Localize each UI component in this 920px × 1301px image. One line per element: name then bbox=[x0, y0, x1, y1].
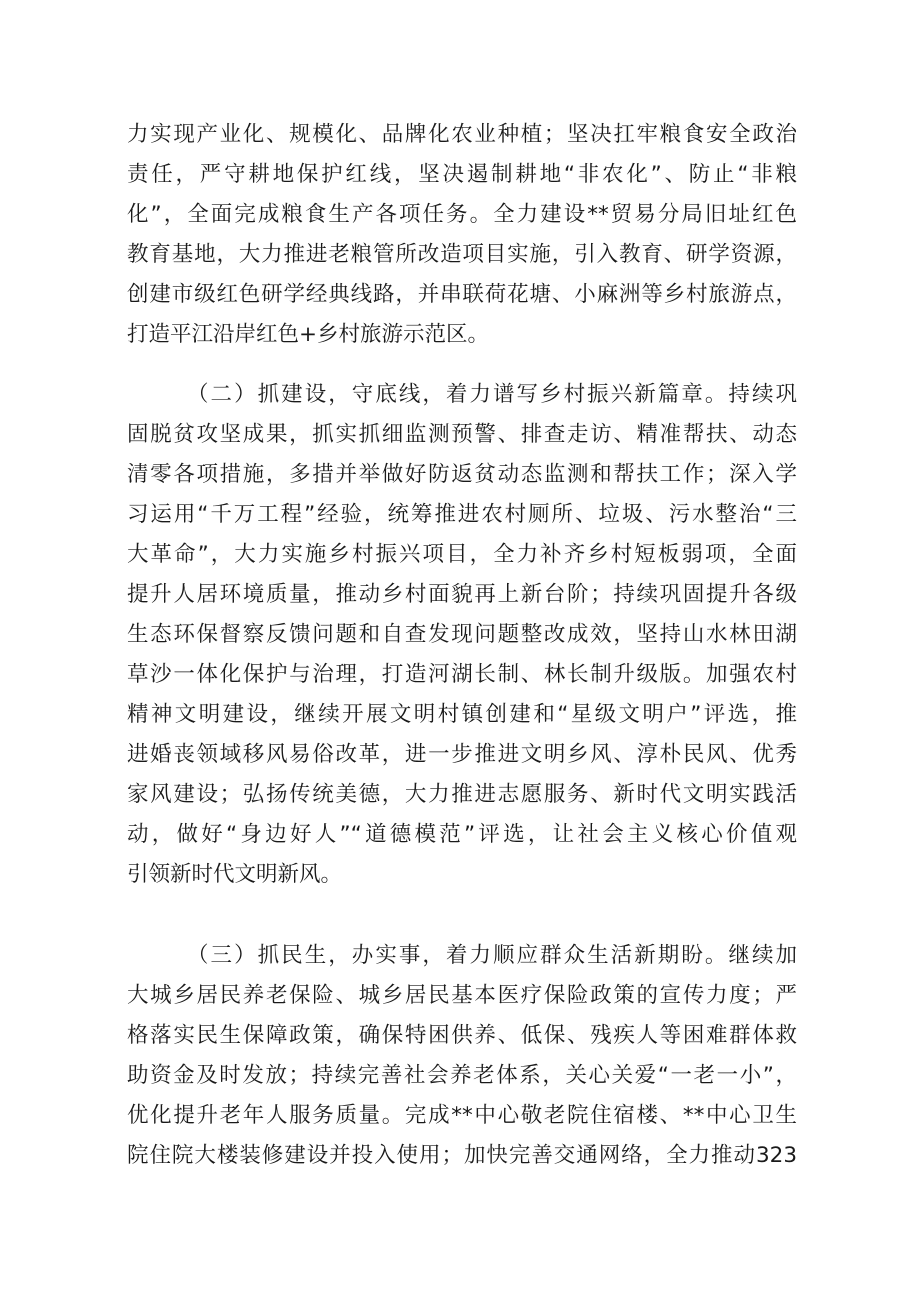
text-line: 力实现产业化、规模化、品牌化农业种植；坚决扛牢粮食安全政治 bbox=[127, 122, 797, 147]
text-line: 清零各项措施，多措并举做好防返贫动态监测和帮扶工作；深入学 bbox=[127, 462, 797, 487]
text-line: 引领新时代文明新风。 bbox=[127, 862, 343, 887]
text-line: 家风建设；弘扬传统美德，大力推进志愿服务、新时代文明实践活 bbox=[127, 782, 797, 807]
text-line: 助资金及时发放；持续完善社会养老体系，关心关爱“一老一小”， bbox=[127, 1063, 797, 1088]
paragraph-agriculture bbox=[127, 115, 797, 355]
text-line: 大城乡居民养老保险、城乡居民基本医疗保险政策的宣传力度；严 bbox=[127, 983, 797, 1008]
section-heading-line: （三）抓民生，办实事，着力顺应群众生活新期盼。继续加 bbox=[187, 943, 797, 968]
text-line: 固脱贫攻坚成果，抓实抓细监测预警、排查走访、精准帮扶、动态 bbox=[127, 422, 797, 447]
text-line: 大革命”，大力实施乡村振兴项目，全力补齐乡村短板弱项，全面 bbox=[127, 542, 797, 567]
text-line: 化”，全面完成粮食生产各项任务。全力建设**贸易分局旧址红色 bbox=[127, 202, 797, 227]
text-line: 教育基地，大力推进老粮管所改造项目实施，引入教育、研学资源， bbox=[127, 242, 797, 267]
paragraph-rural-revitalization bbox=[127, 375, 797, 895]
text-line: 提升人居环境质量，推动乡村面貌再上新台阶；持续巩固提升各级 bbox=[127, 582, 797, 607]
section-heading-line: （二）抓建设，守底线，着力谱写乡村振兴新篇章。持续巩 bbox=[187, 382, 797, 407]
paragraph-livelihood bbox=[127, 936, 797, 1176]
text-line: 格落实民生保障政策，确保特困供养、低保、残疾人等困难群体救 bbox=[127, 1023, 797, 1048]
text-line: 创建市级红色研学经典线路，并串联荷花塘、小麻洲等乡村旅游点， bbox=[127, 282, 797, 307]
text-line: 生态环保督察反馈问题和自查发现问题整改成效，坚持山水林田湖 bbox=[127, 622, 797, 647]
text-line: 草沙一体化保护与治理，打造河湖长制、林长制升级版。加强农村 bbox=[127, 662, 797, 687]
text-line: 院住院大楼装修建设并投入使用；加快完善交通网络，全力推动323 bbox=[127, 1143, 797, 1168]
text-line: 责任，严守耕地保护红线，坚决遏制耕地“非农化”、防止“非粮 bbox=[127, 162, 797, 187]
text-line: 打造平江沿岸红色+乡村旅游示范区。 bbox=[127, 322, 490, 347]
text-line: 习运用“千万工程”经验，统筹推进农村厕所、垃圾、污水整治“三 bbox=[127, 502, 797, 527]
text-line: 动，做好“身边好人”“道德模范”评选，让社会主义核心价值观 bbox=[127, 822, 797, 847]
text-line: 优化提升老年人服务质量。完成**中心敬老院住宿楼、**中心卫生 bbox=[127, 1103, 797, 1128]
text-line: 进婚丧领域移风易俗改革，进一步推进文明乡风、淳朴民风、优秀 bbox=[127, 742, 797, 767]
text-line: 精神文明建设，继续开展文明村镇创建和“星级文明户”评选，推 bbox=[127, 702, 797, 727]
